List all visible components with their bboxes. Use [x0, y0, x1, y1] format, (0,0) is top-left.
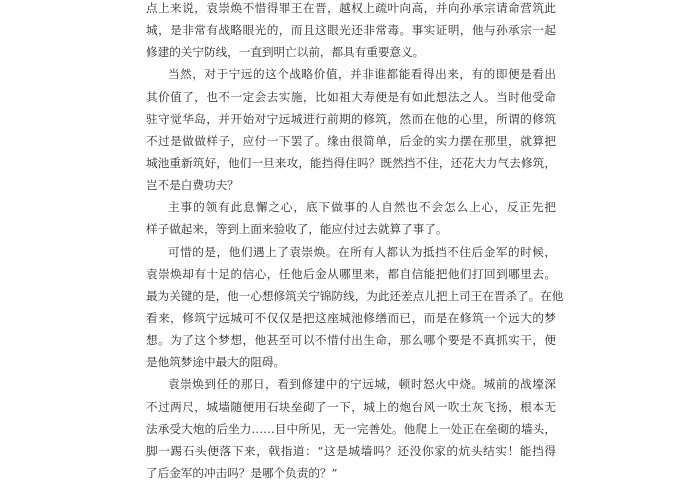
- text-line: 可惜的是，他们遇上了袁崇焕。在所有人都认为抵挡不住后金军的时候，: [168, 244, 556, 259]
- text-line: 修建的关宁防线，一直到明亡以前，都具有重要意义。: [146, 45, 425, 60]
- text-line: 主事的领有此息懈之心，底下做事的人自然也不会怎么上心，反正先把: [168, 200, 556, 215]
- text-line: 想。为了这个梦想，他甚至可以不惜付出生命，那么哪个要是不真抓实干，便: [146, 333, 556, 348]
- text-line: 脚一踢石头便落下来，戟指道：“这是城墙吗？还没你家的炕头结实！能挡得: [146, 443, 556, 458]
- text-line: 了后金军的冲击吗？是哪个负责的？”: [146, 465, 338, 480]
- text-line: 城，是非常有战略眼光的，而且这眼光还非常毒。事实证明，他与孙承宗一起: [146, 23, 556, 38]
- text-line: 驻守觉华岛，并开始对宁远城进行前期的修筑，然而在他的心里，所谓的修筑: [146, 111, 556, 126]
- text-line: 看来，修筑宁远城可不仅仅是把这座城池修缮而已，而是在修筑一个远大的梦: [146, 310, 556, 325]
- text-line: 袁崇焕却有十足的信心，任他后金从哪里来，都自信能把他们打回到哪里去。: [146, 266, 556, 281]
- text-line: 袁崇焕到任的那日，看到修建中的宁远城，顿时怒火中烧。城前的战壕深: [168, 377, 556, 392]
- body-text: [146, 0, 564, 484]
- text-line: 当然，对于宁远的这个战略价值，并非谁都能看得出来，有的即便是看出: [168, 67, 556, 82]
- text-line: 是他筑梦途中最大的阻碍。: [146, 355, 286, 370]
- text-line: 岂不是白费功夫？: [146, 178, 239, 193]
- text-line: 点上来说，袁崇焕不惜得罪王在晋，越权上疏叶向高，并向孙承宗请命营筑此: [146, 1, 556, 15]
- text-line: 样子做起来，等到上面来验收了，能应付过去就算了事了。: [146, 222, 448, 237]
- text-line: 最为关键的是，他一心想修筑关宁锦防线，为此还差点儿把上司王在晋杀了。在他: [146, 288, 564, 303]
- text-line: 其价值了，也不一定会去实施，比如祖大寿便是有如此想法之人。当时他受命: [146, 89, 556, 104]
- text-line: 不过是做做样子，应付一下罢了。缘由很简单，后金的实力摆在那里，就算把: [146, 133, 556, 148]
- text-line: 城池重新筑好，他们一旦来攻，能挡得住吗？既然挡不住，还花大力气去修筑，: [146, 155, 556, 170]
- text-line: 法承受大炮的后坐力……目中所见，无一完善处。他爬上一处正在垒砌的墙头，: [146, 421, 556, 436]
- text-line: 不过两尺，城墙随便用石块垒砌了一下，城上的炮台风一吹土灰飞扬，根本无: [146, 399, 556, 414]
